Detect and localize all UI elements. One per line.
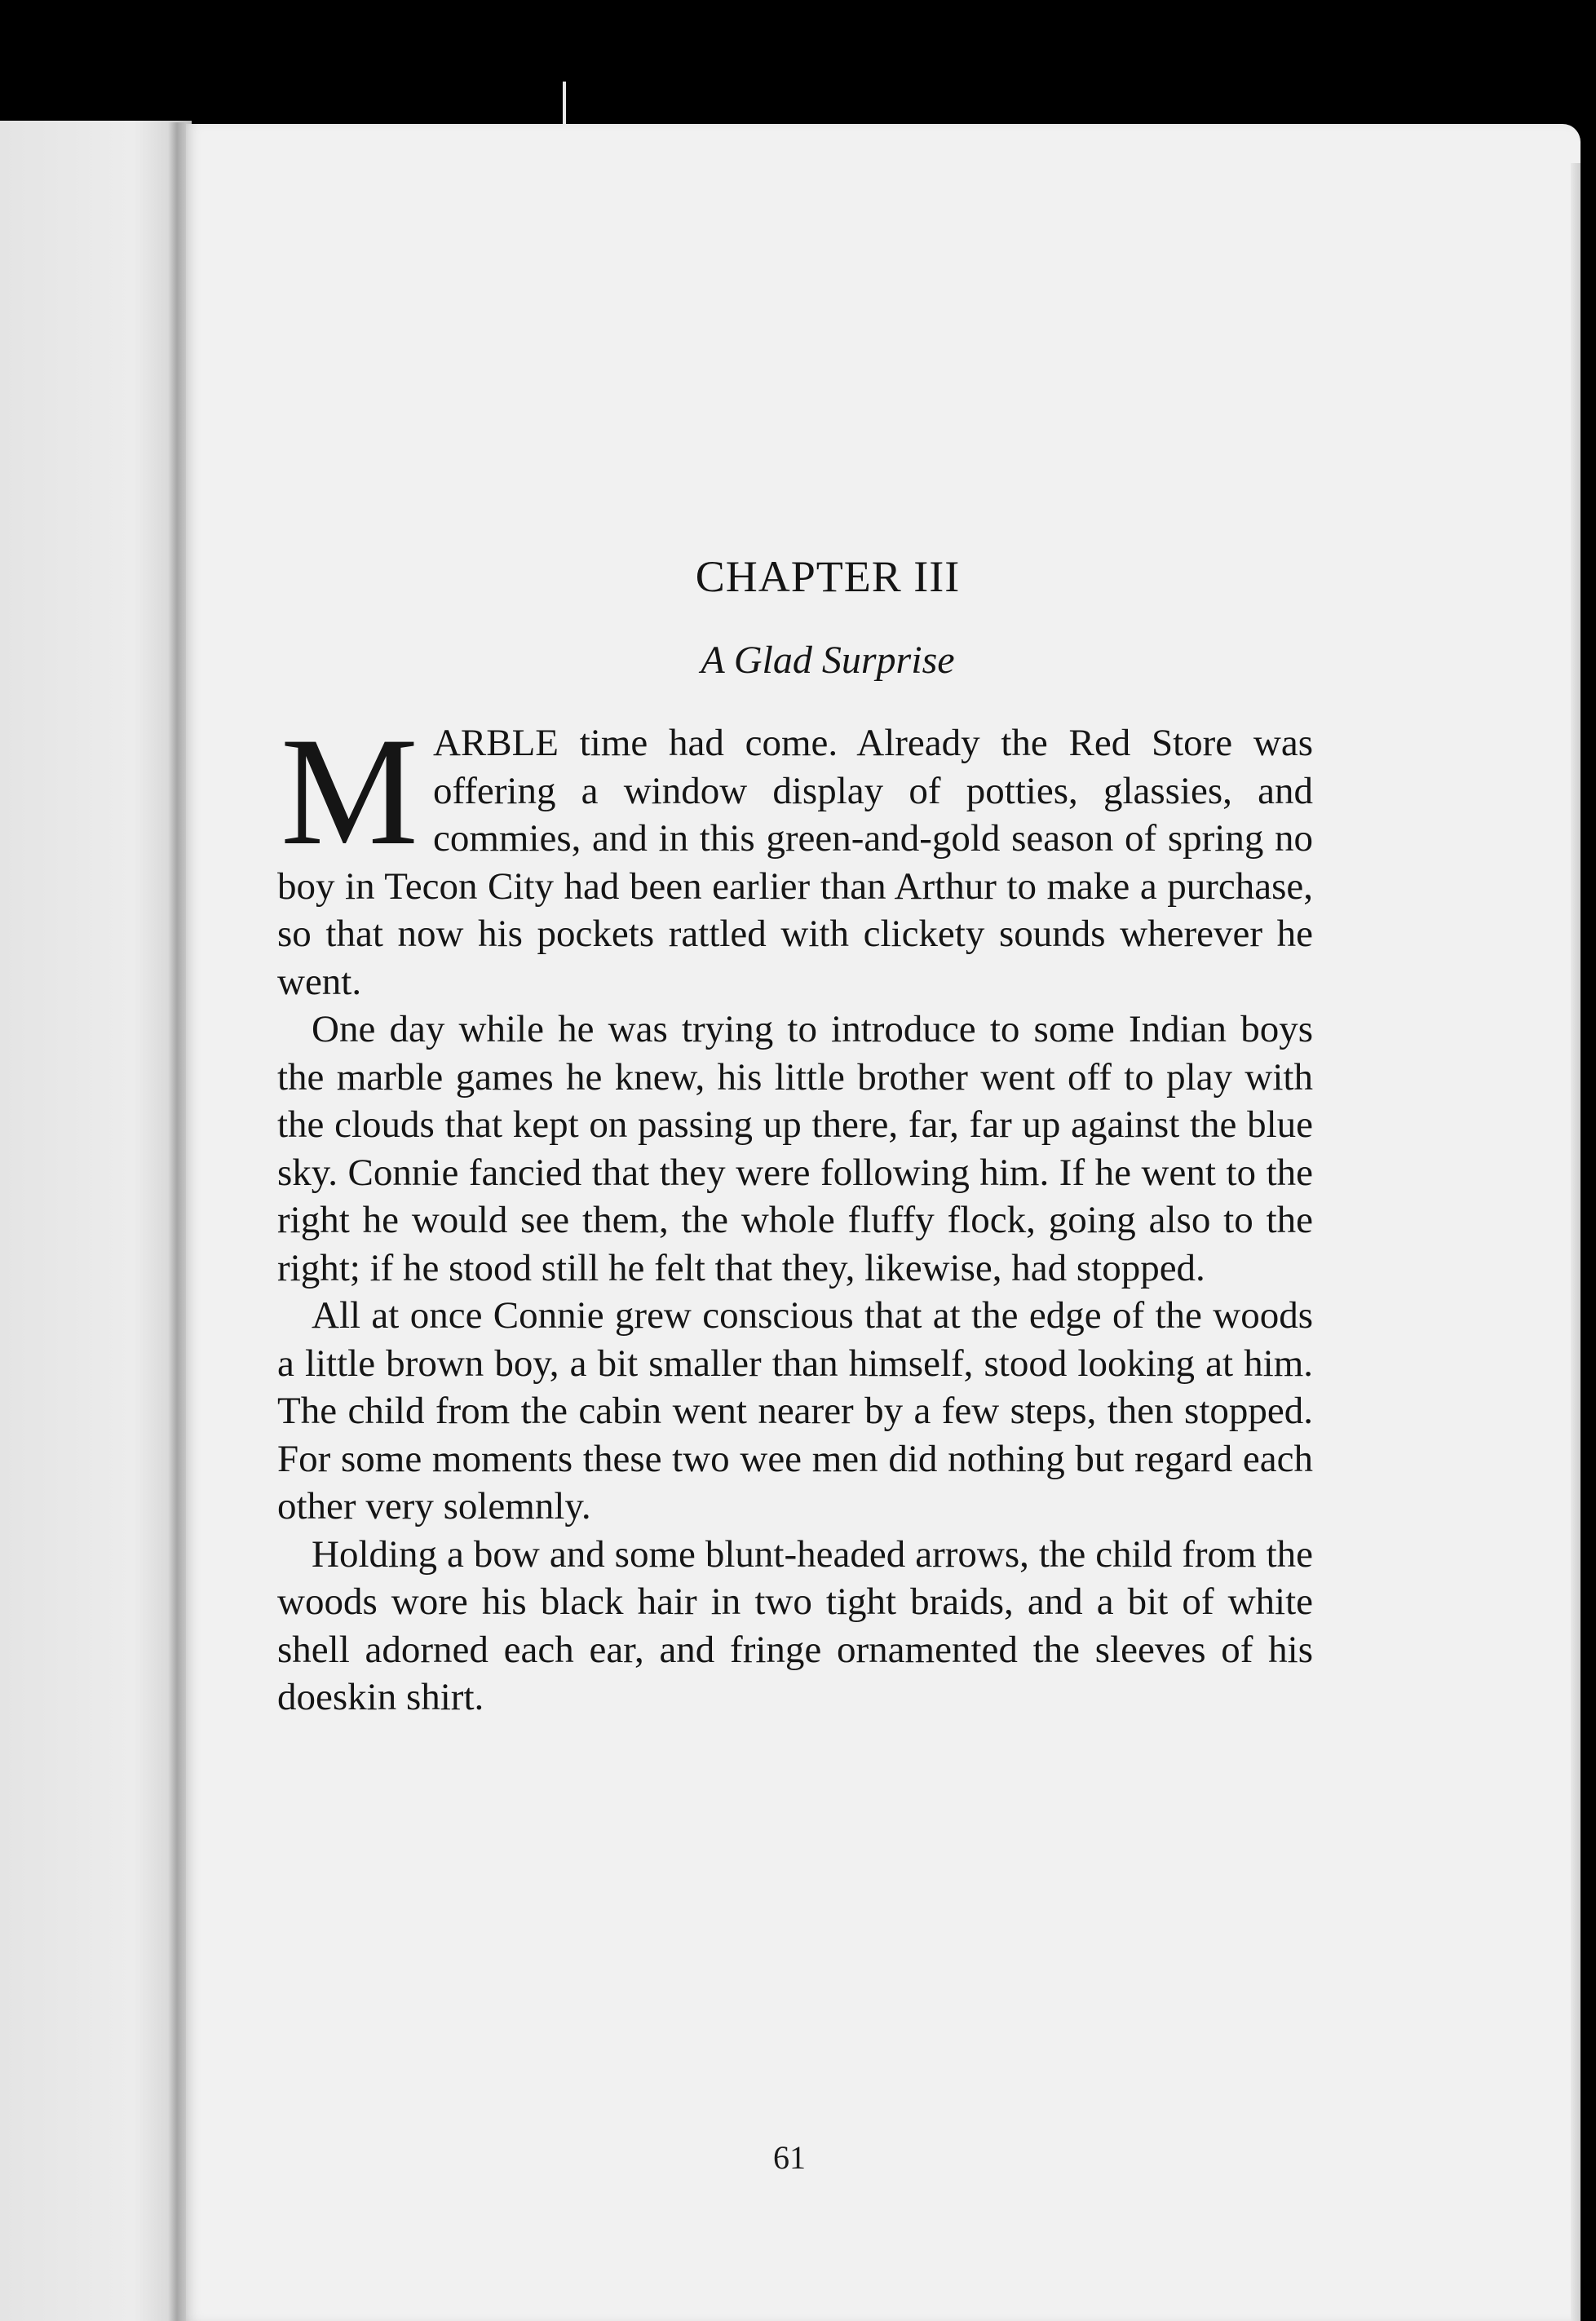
- gutter-shadow: [168, 122, 186, 2321]
- facing-page-edge: [0, 121, 192, 2321]
- paragraph-1: [277, 706, 1313, 1006]
- page-text-block: [277, 552, 1313, 1722]
- drop-cap: M: [281, 706, 418, 878]
- book-page: [186, 124, 1581, 2321]
- chapter-body: [277, 706, 1313, 1722]
- chapter-title: A Glad Surprise: [701, 639, 955, 682]
- paragraph-3: All at once Connie grew conscious that at the edge of the woods a little brown boy, a bit smaller than himself, stood looking at him. The child from the cabin went nearer by a few steps, then stopped. For some moments these two wee men did nothing but regard each other very solemnly.: [277, 1294, 1313, 1527]
- paragraph-1-text: ARBLE time had come. Already the Red Store was offering a window display of potties, glassies, and commies, and in this green-and-gold season of spring no boy in Tecon City had been earlier than Arthur to make a purchase, so that now his pockets rattled with clickety sounds wherever he went.: [277, 722, 1313, 1003]
- page-number: 61: [773, 2139, 806, 2176]
- paragraph-4: Holding a bow and some blunt-headed arrows, the child from the woods wore his black hair in two tight braids, and a bit of white shell adorned each ear, and fringe ornamented the sleeves of his doeskin shirt.: [277, 1532, 1313, 1718]
- chapter-number: CHAPTER III: [695, 552, 961, 601]
- page-right-edge: [1571, 163, 1581, 2321]
- paragraph-2: One day while he was trying to introduce to some Indian boys the marble games he knew, his little brother went off to play with the clouds that kept on passing up there, far, far up against the blue sky. Connie fancied that they were following him. If he went to the right he would see them, the whole fluffy flock, going also to the right; if he stood still he felt that they, likewise, had stopped.: [277, 1008, 1313, 1289]
